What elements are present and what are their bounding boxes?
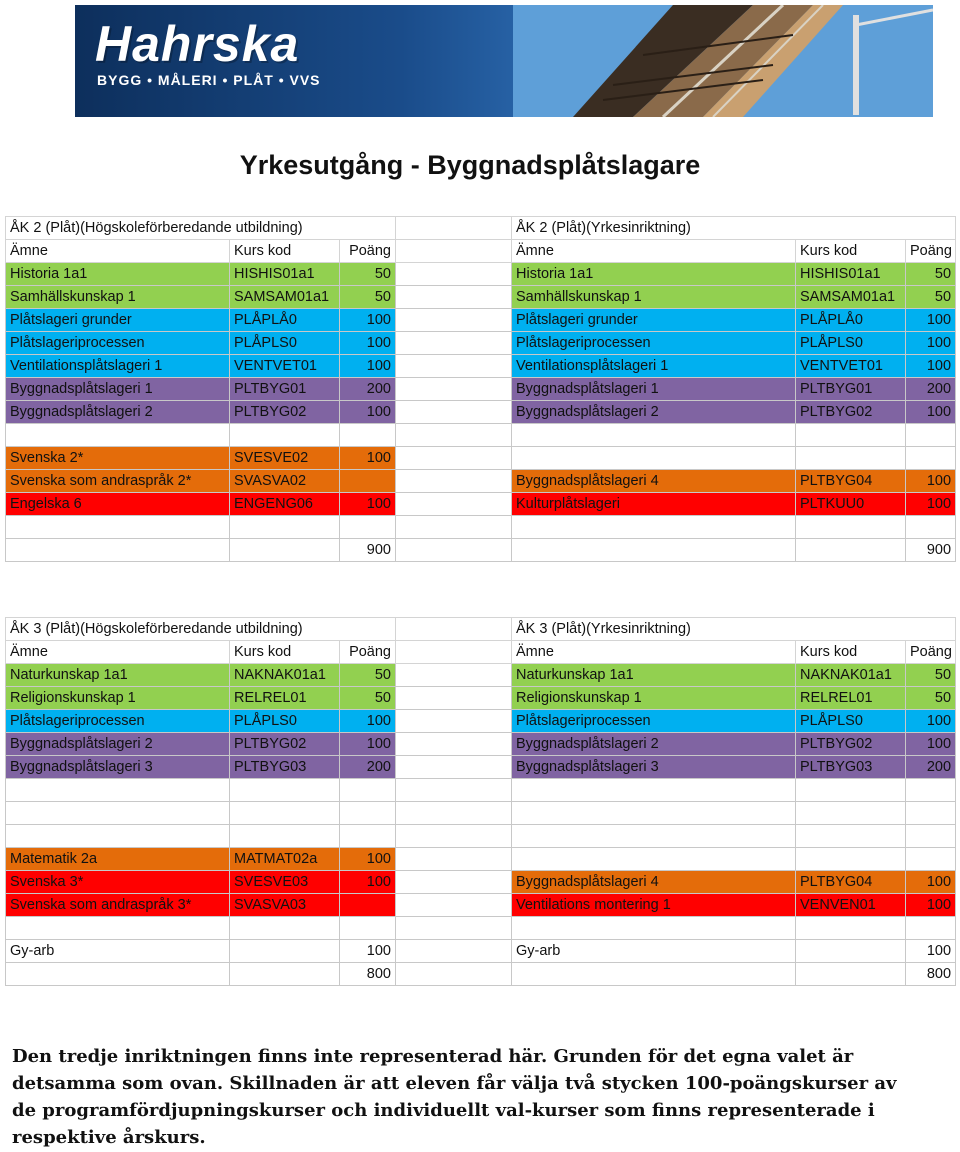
table-row bbox=[6, 871, 956, 894]
course-points bbox=[906, 424, 956, 447]
empty-cell bbox=[512, 539, 796, 562]
logo-wordmark: Hahrska bbox=[95, 16, 300, 72]
table-row bbox=[6, 664, 956, 687]
table-row bbox=[6, 894, 956, 917]
empty-cell bbox=[796, 539, 906, 562]
year3-course-table bbox=[5, 617, 956, 986]
course-points bbox=[340, 825, 396, 848]
course-points: 200 bbox=[340, 756, 396, 779]
course-points: 100 bbox=[906, 401, 956, 424]
table-row bbox=[6, 710, 956, 733]
course-name: Plåtslageri grunder bbox=[512, 309, 796, 332]
course-code bbox=[796, 802, 906, 825]
course-points: 50 bbox=[906, 286, 956, 309]
course-code: HISHIS01a1 bbox=[796, 263, 906, 286]
course-code: PLÅPLS0 bbox=[796, 332, 906, 355]
table-row bbox=[6, 779, 956, 802]
header-subject: Ämne bbox=[6, 240, 230, 263]
course-points: 50 bbox=[340, 664, 396, 687]
spacer-cell bbox=[396, 710, 512, 733]
section-title-row bbox=[6, 217, 956, 240]
spacer-cell bbox=[396, 401, 512, 424]
header-points: Poäng bbox=[906, 641, 956, 664]
course-name: Byggnadsplåtslageri 4 bbox=[512, 470, 796, 493]
course-points: 100 bbox=[340, 332, 396, 355]
header-points: Poäng bbox=[340, 240, 396, 263]
course-name bbox=[512, 802, 796, 825]
course-name: Ventilations montering 1 bbox=[512, 894, 796, 917]
table-row bbox=[6, 802, 956, 825]
spacer-cell bbox=[396, 493, 512, 516]
page-title: Yrkesutgång - Byggnadsplåtslagare bbox=[239, 150, 701, 180]
header-course-code: Kurs kod bbox=[796, 240, 906, 263]
left-section-title: ÅK 3 (Plåt)(Högskoleförberedande utbildning) bbox=[6, 618, 396, 641]
course-name: Samhällskunskap 1 bbox=[6, 286, 230, 309]
course-name: Historia 1a1 bbox=[512, 263, 796, 286]
course-name: Engelska 6 bbox=[6, 493, 230, 516]
empty-cell bbox=[6, 539, 230, 562]
spacer-cell bbox=[396, 424, 512, 447]
course-name: Gy-arb bbox=[6, 940, 230, 963]
course-points bbox=[340, 470, 396, 493]
table-row bbox=[6, 687, 956, 710]
spacer-cell bbox=[396, 240, 512, 263]
spacer-cell bbox=[396, 355, 512, 378]
section-title-row bbox=[6, 618, 956, 641]
spacer-cell bbox=[396, 779, 512, 802]
course-points: 100 bbox=[340, 848, 396, 871]
spacer-cell bbox=[396, 940, 512, 963]
course-code: PLÅPLS0 bbox=[796, 710, 906, 733]
course-points: 200 bbox=[906, 756, 956, 779]
spacer-cell bbox=[396, 825, 512, 848]
course-code: PLTBYG02 bbox=[230, 733, 340, 756]
left-points-total: 800 bbox=[340, 963, 396, 986]
course-name bbox=[512, 447, 796, 470]
spacer-cell bbox=[396, 516, 512, 539]
course-code: SAMSAM01a1 bbox=[230, 286, 340, 309]
total-row bbox=[6, 539, 956, 562]
table-row bbox=[6, 848, 956, 871]
course-code: VENTVET01 bbox=[230, 355, 340, 378]
empty-cell bbox=[230, 963, 340, 986]
course-points: 100 bbox=[906, 493, 956, 516]
course-points bbox=[906, 516, 956, 539]
course-name bbox=[512, 424, 796, 447]
course-code: PLÅPLÅ0 bbox=[230, 309, 340, 332]
course-name: Religionskunskap 1 bbox=[512, 687, 796, 710]
table-row bbox=[6, 355, 956, 378]
course-code: HISHIS01a1 bbox=[230, 263, 340, 286]
spacer-cell bbox=[396, 309, 512, 332]
course-points: 100 bbox=[340, 940, 396, 963]
spacer-cell bbox=[396, 917, 512, 940]
spacer-cell bbox=[396, 894, 512, 917]
table-row bbox=[6, 263, 956, 286]
course-code: PLÅPLS0 bbox=[230, 332, 340, 355]
course-name: Plåtslageriprocessen bbox=[6, 710, 230, 733]
total-row bbox=[6, 963, 956, 986]
course-name bbox=[6, 779, 230, 802]
header-subject: Ämne bbox=[6, 641, 230, 664]
table-row bbox=[6, 756, 956, 779]
table-row bbox=[6, 447, 956, 470]
right-points-total: 800 bbox=[906, 963, 956, 986]
course-code: SVASVA02 bbox=[230, 470, 340, 493]
course-code: RELREL01 bbox=[796, 687, 906, 710]
table-row bbox=[6, 424, 956, 447]
right-section-title: ÅK 3 (Plåt)(Yrkesinriktning) bbox=[512, 618, 956, 641]
course-name bbox=[512, 848, 796, 871]
course-points bbox=[906, 848, 956, 871]
course-points: 100 bbox=[906, 940, 956, 963]
spacer-cell bbox=[396, 217, 512, 240]
course-name: Byggnadsplåtslageri 2 bbox=[6, 401, 230, 424]
course-points: 50 bbox=[906, 687, 956, 710]
course-points: 100 bbox=[340, 355, 396, 378]
header-banner bbox=[75, 5, 933, 117]
course-code: SVESVE03 bbox=[230, 871, 340, 894]
course-code: SVESVE02 bbox=[230, 447, 340, 470]
course-points bbox=[340, 802, 396, 825]
column-header-row bbox=[6, 641, 956, 664]
right-points-total: 900 bbox=[906, 539, 956, 562]
course-code: PLTBYG03 bbox=[230, 756, 340, 779]
table-row bbox=[6, 332, 956, 355]
footnote-text: Den tredje inriktningen finns inte representerad här. Grunden för det egna valet är detsamma som ovan. Skillnaden är att eleven får välja två stycken 100-poängskurser av de programfördjupningskurser och individuellt val-kurser som finns representerade i respektive årskurs. bbox=[12, 1046, 897, 1148]
course-code bbox=[230, 917, 340, 940]
course-code bbox=[230, 424, 340, 447]
course-points: 100 bbox=[906, 332, 956, 355]
course-points: 100 bbox=[906, 871, 956, 894]
spacer-cell bbox=[396, 848, 512, 871]
course-points: 100 bbox=[340, 733, 396, 756]
course-name bbox=[6, 516, 230, 539]
spacer-cell bbox=[396, 756, 512, 779]
spacer-cell bbox=[396, 618, 512, 641]
empty-cell bbox=[6, 963, 230, 986]
spacer-cell bbox=[396, 539, 512, 562]
course-code: PLÅPLS0 bbox=[230, 710, 340, 733]
course-points bbox=[906, 825, 956, 848]
course-points: 100 bbox=[340, 710, 396, 733]
course-code: PLTBYG04 bbox=[796, 871, 906, 894]
spacer-cell bbox=[396, 470, 512, 493]
course-code: NAKNAK01a1 bbox=[796, 664, 906, 687]
course-name bbox=[512, 825, 796, 848]
course-points: 100 bbox=[340, 309, 396, 332]
course-points bbox=[906, 802, 956, 825]
course-name: Byggnadsplåtslageri 3 bbox=[6, 756, 230, 779]
course-points bbox=[340, 917, 396, 940]
course-points bbox=[340, 894, 396, 917]
course-code: PLTBYG02 bbox=[230, 401, 340, 424]
table-row bbox=[6, 733, 956, 756]
course-points: 100 bbox=[906, 894, 956, 917]
course-code: MATMAT02a bbox=[230, 848, 340, 871]
course-code: RELREL01 bbox=[230, 687, 340, 710]
spacer-cell bbox=[396, 641, 512, 664]
course-name bbox=[6, 802, 230, 825]
header-points: Poäng bbox=[340, 641, 396, 664]
course-name: Plåtslageri grunder bbox=[6, 309, 230, 332]
course-code bbox=[796, 825, 906, 848]
course-code: PLÅPLÅ0 bbox=[796, 309, 906, 332]
course-name: Plåtslageriprocessen bbox=[512, 710, 796, 733]
course-code bbox=[796, 424, 906, 447]
course-code bbox=[230, 779, 340, 802]
table-row bbox=[6, 286, 956, 309]
spacer-cell bbox=[396, 378, 512, 401]
empty-cell bbox=[796, 963, 906, 986]
course-name: Religionskunskap 1 bbox=[6, 687, 230, 710]
course-name: Plåtslageriprocessen bbox=[512, 332, 796, 355]
course-name: Byggnadsplåtslageri 3 bbox=[512, 756, 796, 779]
spacer-cell bbox=[396, 263, 512, 286]
year2-course-table bbox=[5, 216, 956, 562]
course-name: Svenska som andraspråk 2* bbox=[6, 470, 230, 493]
table-row bbox=[6, 825, 956, 848]
header-course-code: Kurs kod bbox=[230, 240, 340, 263]
course-code: PLTBYG02 bbox=[796, 401, 906, 424]
course-name: Plåtslageriprocessen bbox=[6, 332, 230, 355]
course-name: Byggnadsplåtslageri 2 bbox=[6, 733, 230, 756]
course-name: Byggnadsplåtslageri 4 bbox=[512, 871, 796, 894]
spacer-cell bbox=[396, 447, 512, 470]
course-name: Svenska som andraspråk 3* bbox=[6, 894, 230, 917]
course-code: PLTBYG01 bbox=[796, 378, 906, 401]
course-name: Ventilationsplåtslageri 1 bbox=[512, 355, 796, 378]
table-row bbox=[6, 917, 956, 940]
spacer-cell bbox=[396, 871, 512, 894]
course-name: Byggnadsplåtslageri 1 bbox=[512, 378, 796, 401]
spacer-cell bbox=[396, 687, 512, 710]
empty-cell bbox=[512, 963, 796, 986]
table-row bbox=[6, 470, 956, 493]
course-name: Byggnadsplåtslageri 1 bbox=[6, 378, 230, 401]
course-code: PLTBYG02 bbox=[796, 733, 906, 756]
course-points: 50 bbox=[340, 687, 396, 710]
course-name: Svenska 2* bbox=[6, 447, 230, 470]
course-points: 100 bbox=[906, 733, 956, 756]
course-name: Kulturplåtslageri bbox=[512, 493, 796, 516]
course-name bbox=[6, 917, 230, 940]
table-row bbox=[6, 516, 956, 539]
course-points: 100 bbox=[906, 710, 956, 733]
spacer-cell bbox=[396, 802, 512, 825]
course-points: 200 bbox=[340, 378, 396, 401]
course-code: PLTBYG04 bbox=[796, 470, 906, 493]
course-code bbox=[796, 848, 906, 871]
course-name: Byggnadsplåtslageri 2 bbox=[512, 401, 796, 424]
header-course-code: Kurs kod bbox=[230, 641, 340, 664]
spacer-cell bbox=[396, 664, 512, 687]
course-name: Byggnadsplåtslageri 2 bbox=[512, 733, 796, 756]
logo-tagline: BYGG • MÅLERI • PLÅT • VVS bbox=[97, 72, 321, 88]
header-subject: Ämne bbox=[512, 641, 796, 664]
course-name: Naturkunskap 1a1 bbox=[6, 664, 230, 687]
table-row bbox=[6, 401, 956, 424]
course-points: 100 bbox=[906, 309, 956, 332]
course-code bbox=[796, 447, 906, 470]
course-code bbox=[796, 779, 906, 802]
header-points: Poäng bbox=[906, 240, 956, 263]
right-section-title: ÅK 2 (Plåt)(Yrkesinriktning) bbox=[512, 217, 956, 240]
course-points: 50 bbox=[906, 664, 956, 687]
course-points: 50 bbox=[340, 263, 396, 286]
course-name bbox=[6, 825, 230, 848]
left-points-total: 900 bbox=[340, 539, 396, 562]
course-code: SAMSAM01a1 bbox=[796, 286, 906, 309]
table-row bbox=[6, 940, 956, 963]
course-points bbox=[340, 779, 396, 802]
course-points: 100 bbox=[906, 355, 956, 378]
course-points: 100 bbox=[340, 493, 396, 516]
spacer-cell bbox=[396, 733, 512, 756]
course-code bbox=[796, 917, 906, 940]
course-code bbox=[230, 802, 340, 825]
construction-photo-graphic bbox=[513, 5, 933, 117]
course-name: Matematik 2a bbox=[6, 848, 230, 871]
course-points: 100 bbox=[340, 447, 396, 470]
course-points bbox=[906, 917, 956, 940]
spacer-cell bbox=[396, 286, 512, 309]
course-code bbox=[230, 516, 340, 539]
course-code bbox=[796, 940, 906, 963]
table-row bbox=[6, 378, 956, 401]
header-course-code: Kurs kod bbox=[796, 641, 906, 664]
course-name bbox=[512, 516, 796, 539]
course-points: 100 bbox=[340, 401, 396, 424]
course-code bbox=[230, 825, 340, 848]
spacer-cell bbox=[396, 963, 512, 986]
course-code bbox=[230, 940, 340, 963]
course-name bbox=[512, 917, 796, 940]
spacer-cell bbox=[396, 332, 512, 355]
course-name: Svenska 3* bbox=[6, 871, 230, 894]
course-code: PLTBYG01 bbox=[230, 378, 340, 401]
course-code: VENTVET01 bbox=[796, 355, 906, 378]
course-name: Samhällskunskap 1 bbox=[512, 286, 796, 309]
column-header-row bbox=[6, 240, 956, 263]
course-points bbox=[340, 516, 396, 539]
course-code: NAKNAK01a1 bbox=[230, 664, 340, 687]
course-points: 50 bbox=[906, 263, 956, 286]
course-code: SVASVA03 bbox=[230, 894, 340, 917]
course-points: 50 bbox=[340, 286, 396, 309]
table-row bbox=[6, 309, 956, 332]
left-section-title: ÅK 2 (Plåt)(Högskoleförberedande utbildning) bbox=[6, 217, 396, 240]
course-name: Ventilationsplåtslageri 1 bbox=[6, 355, 230, 378]
course-code: PLTKUU0 bbox=[796, 493, 906, 516]
course-points: 100 bbox=[340, 871, 396, 894]
course-name: Naturkunskap 1a1 bbox=[512, 664, 796, 687]
course-code: ENGENG06 bbox=[230, 493, 340, 516]
header-subject: Ämne bbox=[512, 240, 796, 263]
empty-cell bbox=[230, 539, 340, 562]
course-name bbox=[512, 779, 796, 802]
course-name: Historia 1a1 bbox=[6, 263, 230, 286]
course-points bbox=[906, 779, 956, 802]
course-code bbox=[796, 516, 906, 539]
course-points: 100 bbox=[906, 470, 956, 493]
course-name bbox=[6, 424, 230, 447]
course-points: 200 bbox=[906, 378, 956, 401]
course-code: PLTBYG03 bbox=[796, 756, 906, 779]
course-code: VENVEN01 bbox=[796, 894, 906, 917]
course-name: Gy-arb bbox=[512, 940, 796, 963]
course-points bbox=[906, 447, 956, 470]
table-row bbox=[6, 493, 956, 516]
course-points bbox=[340, 424, 396, 447]
